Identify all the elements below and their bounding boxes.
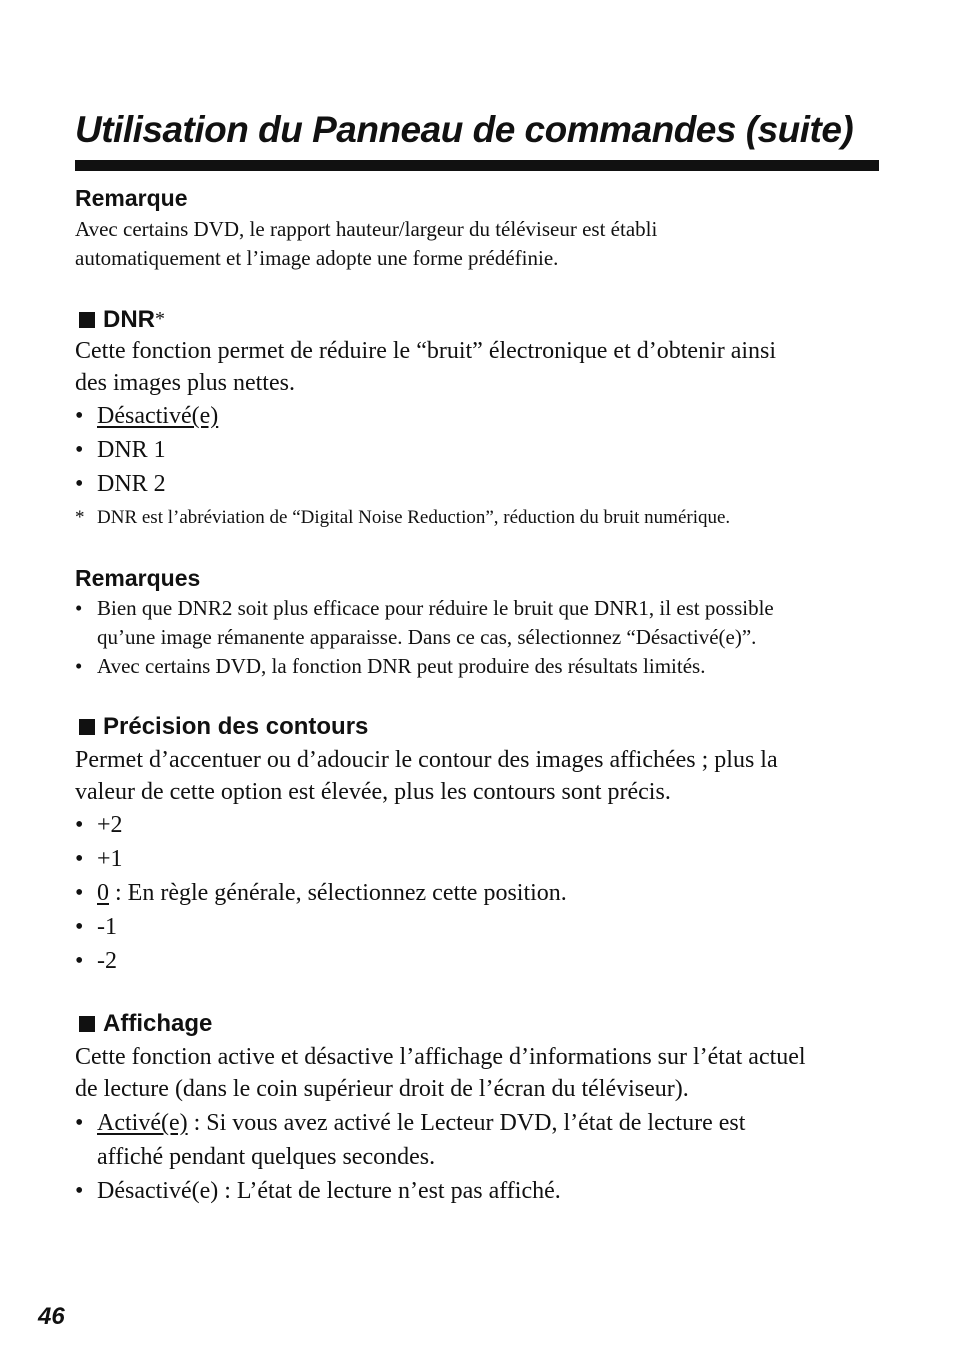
contours-line-2: valeur de cette option est élevée, plus les contours sont précis.: [75, 779, 671, 805]
remarque-heading: Remarque: [75, 185, 188, 211]
remarque-line-1: Avec certains DVD, le rapport hauteur/largeur du téléviseur est établi: [75, 217, 658, 241]
remarques-list: [75, 594, 895, 681]
dnr-heading-label: DNR: [103, 306, 155, 333]
contours-description: [75, 744, 778, 808]
list-item: • +1: [75, 843, 875, 877]
list-item: • -1: [75, 911, 875, 945]
square-bullet-icon: [79, 1016, 95, 1032]
dnr-heading: [79, 304, 165, 335]
contours-option-plus2: +2: [97, 812, 123, 838]
contours-options: [75, 809, 875, 979]
contours-option-minus2: -2: [97, 948, 117, 974]
contours-default-note: : En règle générale, sélectionnez cette position.: [109, 880, 567, 906]
dnr-description: [75, 335, 776, 399]
dnr-option-1: DNR 1: [97, 437, 166, 463]
affichage-option-on: Activé(e): [97, 1110, 188, 1136]
list-item: • Désactivé(e): [75, 400, 875, 434]
square-bullet-icon: [79, 719, 95, 735]
title-rule: [75, 160, 879, 171]
list-item: • Bien que DNR2 soit plus efficace pour réduire le bruit que DNR1, il est possible qu’une image rémanente apparaisse. Dans ce cas, sélectionnez “Désactivé(e)”.: [75, 594, 895, 652]
affichage-heading-label: Affichage: [103, 1010, 213, 1037]
dnr-footnote: [75, 505, 730, 531]
contours-heading: [79, 712, 368, 742]
list-item: • Avec certains DVD, la fonction DNR peut produire des résultats limités.: [75, 652, 895, 681]
affichage-line-1: Cette fonction active et désactive l’affichage d’informations sur l’état actuel: [75, 1044, 806, 1070]
page-number: 46: [38, 1303, 65, 1330]
note-1-line-1: Bien que DNR2 soit plus efficace pour réduire le bruit que DNR1, il est possible: [97, 596, 774, 620]
list-item: • Activé(e) : Si vous avez activé le Lecteur DVD, l’état de lecture est affiché pendant quelques secondes.: [75, 1106, 895, 1174]
contours-option-minus1: -1: [97, 914, 117, 940]
remarques-heading: Remarques: [75, 565, 201, 591]
dnr-option-2: DNR 2: [97, 471, 166, 497]
list-item: • Désactivé(e) : L’état de lecture n’est pas affiché.: [75, 1174, 895, 1208]
remarque-line-2: automatiquement et l’image adopte une forme prédéfinie.: [75, 246, 559, 270]
dnr-asterisk: *: [155, 308, 165, 330]
footnote-text: DNR est l’abréviation de “Digital Noise Reduction”, réduction du bruit numérique.: [97, 507, 731, 528]
affichage-options: [75, 1106, 895, 1208]
note-1-line-2: qu’une image rémanente apparaisse. Dans ce cas, sélectionnez “Désactivé(e)”.: [97, 625, 757, 649]
affichage-description: [75, 1041, 806, 1105]
list-item: • 0 : En règle générale, sélectionnez cette position.: [75, 877, 875, 911]
list-item: • -2: [75, 945, 875, 979]
dnr-line-1: Cette fonction permet de réduire le “bruit” électronique et d’obtenir ainsi: [75, 338, 777, 364]
affichage-on-desc-1: : Si vous avez activé le Lecteur DVD, l’état de lecture est: [187, 1110, 746, 1136]
page-title: Utilisation du Panneau de commandes (suite): [75, 109, 854, 150]
list-item: • DNR 2: [75, 468, 875, 502]
contours-option-zero: 0: [97, 880, 109, 906]
dnr-options: [75, 400, 875, 502]
affichage-line-2: de lecture (dans le coin supérieur droit de l’écran du téléviseur).: [75, 1076, 689, 1102]
affichage-option-off: Désactivé(e) : L’état de lecture n’est pas affiché.: [97, 1178, 561, 1204]
list-item: • +2: [75, 809, 875, 843]
contours-line-1: Permet d’accentuer ou d’adoucir le contour des images affichées ; plus la: [75, 747, 778, 773]
contours-option-plus1: +1: [97, 846, 123, 872]
note-2: Avec certains DVD, la fonction DNR peut produire des résultats limités.: [97, 654, 706, 678]
affichage-on-desc-2: affiché pendant quelques secondes.: [97, 1144, 436, 1170]
footnote-mark: *: [75, 507, 85, 528]
list-item: • DNR 1: [75, 434, 875, 468]
affichage-heading: [79, 1009, 212, 1039]
dnr-line-2: des images plus nettes.: [75, 370, 295, 396]
dnr-option-off: Désactivé(e): [97, 403, 219, 429]
square-bullet-icon: [79, 312, 95, 328]
remarque-text: [75, 215, 657, 273]
contours-heading-label: Précision des contours: [103, 713, 369, 740]
